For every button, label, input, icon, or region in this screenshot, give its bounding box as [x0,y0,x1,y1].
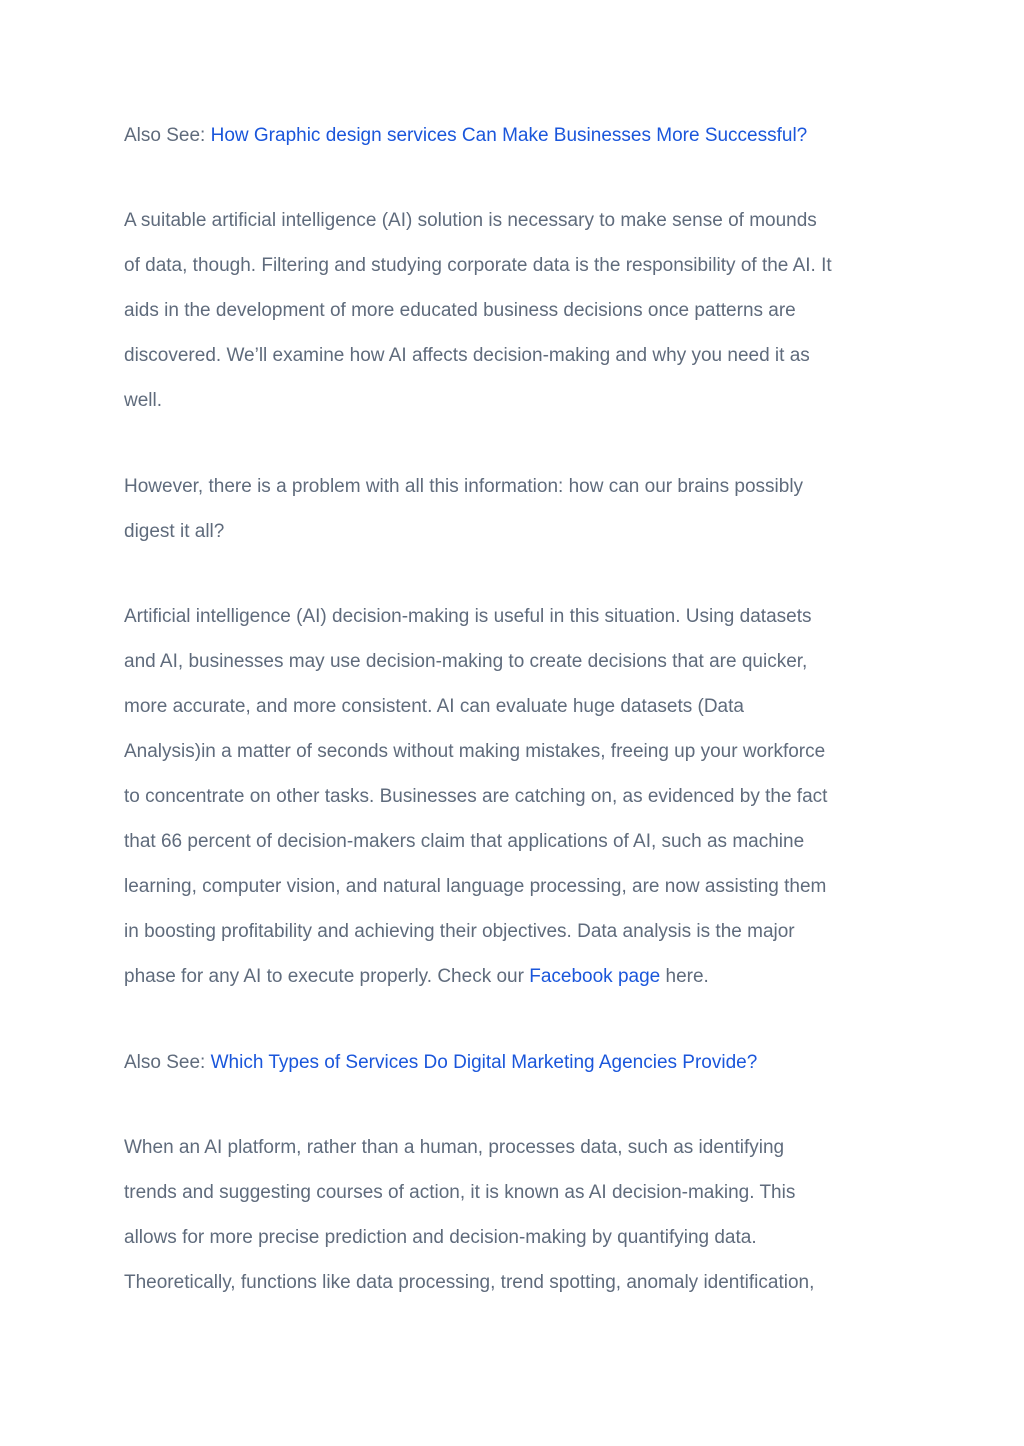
also-see-1-prefix: Also See: [124,125,211,146]
paragraph-3-line-6: that 66 percent of decision-makers claim that applications of AI, such as machine [124,831,805,852]
paragraph-4-line-3: allows for more precise prediction and decision-making by quantifying data. [124,1227,757,1248]
paragraph-1-line-1: A suitable artificial intelligence (AI) solution is necessary to make sense of mounds [124,210,817,231]
also-see-1 [124,113,904,158]
paragraph-2-line-2: digest it all? [124,521,225,542]
paragraph-3-last-prefix: phase for any AI to execute properly. Check our [124,966,530,987]
graphic-design-services-link[interactable]: How Graphic design services Can Make Businesses More Successful? [210,125,808,146]
paragraph-3-line-7: learning, computer vision, and natural language processing, are now assisting them [124,876,827,897]
paragraph-4 [124,1125,904,1305]
paragraph-4-line-1: When an AI platform, rather than a human, processes data, such as identifying [124,1137,785,1158]
paragraph-1-line-4: discovered. We’ll examine how AI affects decision-making and why you need it as [124,345,810,366]
also-see-2-line [124,1040,904,1085]
also-see-2 [124,1040,904,1085]
paragraph-3-line-9 [124,954,904,999]
paragraph-3-last-suffix: here. [660,966,709,987]
paragraph-3-line-2: and AI, businesses may use decision-making to create decisions that are quicker, [124,651,808,672]
paragraph-1-line-2: of data, though. Filtering and studying corporate data is the responsibility of the AI. It [124,255,832,276]
paragraph-3 [124,594,904,999]
digital-marketing-agencies-link[interactable]: Which Types of Services Do Digital Marketing Agencies Provide? [210,1052,758,1073]
paragraph-4-line-4: Theoretically, functions like data processing, trend spotting, anomaly identification, [124,1272,815,1293]
paragraph-3-line-1: Artificial intelligence (AI) decision-making is useful in this situation. Using datasets [124,606,812,627]
also-see-1-line [124,113,904,158]
paragraph-3-line-5: to concentrate on other tasks. Businesses are catching on, as evidenced by the fact [124,786,828,807]
facebook-page-link[interactable]: Facebook page [529,966,661,987]
paragraph-3-line-8: in boosting profitability and achieving their objectives. Data analysis is the major [124,921,795,942]
paragraph-1-line-5: well. [124,390,163,411]
paragraph-2-line-1: However, there is a problem with all this information: how can our brains possibly [124,476,804,497]
also-see-2-prefix: Also See: [124,1052,211,1073]
paragraph-3-line-4: Analysis)in a matter of seconds without making mistakes, freeing up your workforce [124,741,826,762]
paragraph-2 [124,464,904,554]
paragraph-1-line-3: aids in the development of more educated business decisions once patterns are [124,300,796,321]
paragraph-1 [124,198,904,423]
paragraph-4-line-2: trends and suggesting courses of action, it is known as AI decision-making. This [124,1182,796,1203]
paragraph-3-line-3: more accurate, and more consistent. AI can evaluate huge datasets (Data [124,696,744,717]
